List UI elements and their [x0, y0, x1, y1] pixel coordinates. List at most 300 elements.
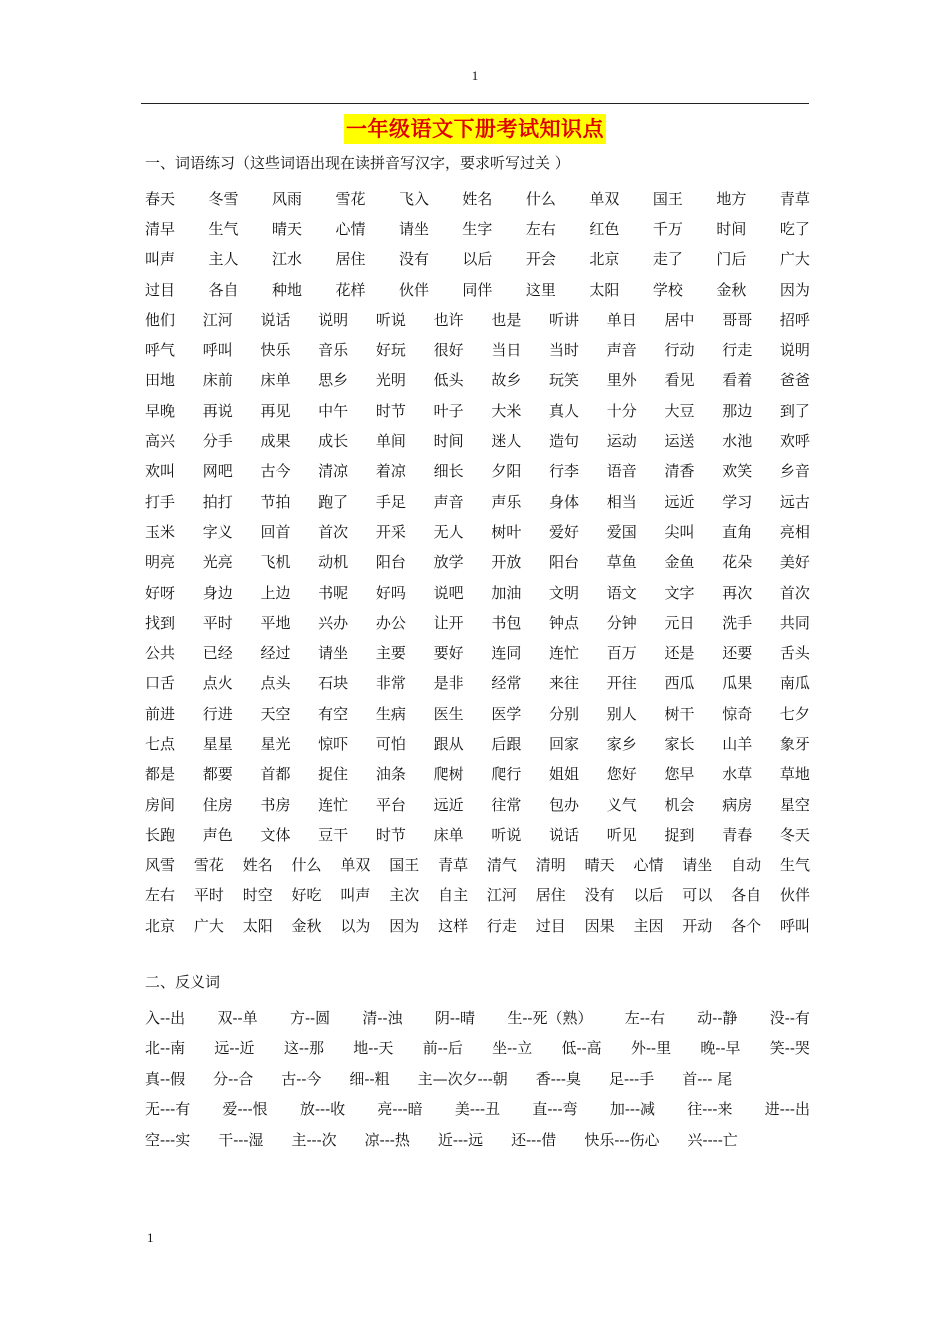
- vocab-word: 家长: [664, 734, 695, 753]
- antonym-pair: 左--右: [624, 1008, 665, 1027]
- vocab-word: 树干: [664, 704, 695, 723]
- vocab-word: 冬天: [779, 825, 810, 844]
- vocab-row: [145, 547, 810, 577]
- vocab-row: [145, 516, 810, 546]
- antonym-pair: 低--高: [561, 1039, 602, 1058]
- vocab-word: 早晚: [145, 401, 176, 420]
- vocab-word: 因为: [389, 916, 420, 935]
- vocab-word: 书包: [491, 613, 522, 632]
- antonym-row: [145, 1124, 810, 1155]
- vocab-word: 都要: [202, 765, 233, 784]
- vocab-word: 思乡: [318, 371, 349, 390]
- vocab-word: 光亮: [202, 553, 233, 572]
- vocab-word: 时间: [433, 432, 464, 451]
- vocab-word: 运动: [606, 432, 637, 451]
- vocab-word: 捉到: [664, 825, 695, 844]
- vocab-word: 飞机: [260, 553, 291, 572]
- vocab-word: 七夕: [779, 704, 810, 723]
- vocab-list: [145, 183, 810, 940]
- vocab-word: 再说: [202, 401, 233, 420]
- vocab-word: 分手: [202, 432, 233, 451]
- section-antonyms-heading: 二、反义词: [145, 973, 221, 991]
- vocab-word: 高兴: [145, 432, 176, 451]
- vocab-word: 亮相: [779, 522, 810, 541]
- vocab-word: 爸爸: [779, 371, 810, 390]
- vocab-word: 广大: [193, 916, 224, 935]
- antonym-row: [145, 1002, 810, 1033]
- vocab-word: 要好: [433, 644, 464, 663]
- vocab-word: 这样: [438, 916, 469, 935]
- vocab-word: 远古: [779, 492, 810, 511]
- vocab-word: 叫声: [340, 886, 371, 905]
- vocab-word: 夕阳: [491, 462, 522, 481]
- vocab-word: 地方: [716, 189, 747, 208]
- vocab-word: 金秋: [716, 280, 747, 299]
- vocab-word: 家乡: [606, 734, 637, 753]
- antonym-row: [145, 1033, 810, 1064]
- vocab-row: [145, 637, 810, 667]
- vocab-word: 造句: [549, 432, 580, 451]
- vocab-word: 房间: [145, 795, 176, 814]
- antonym-pair: 古--今: [281, 1069, 322, 1088]
- vocab-word: 心情: [335, 219, 366, 238]
- vocab-word: 北京: [145, 916, 176, 935]
- antonym-pair: 坐--立: [492, 1039, 533, 1058]
- vocab-word: 晴天: [271, 219, 302, 238]
- vocab-word: 各自: [208, 280, 239, 299]
- antonym-pair: 直---弯: [532, 1100, 578, 1119]
- vocab-word: 前进: [145, 704, 176, 723]
- antonym-pair: 前--后: [422, 1039, 463, 1058]
- vocab-word: 生病: [375, 704, 406, 723]
- header-page-number: 1: [471, 68, 479, 83]
- antonym-pair: 干---湿: [218, 1130, 264, 1149]
- vocab-word: 北京: [589, 250, 620, 269]
- antonym-pair: 动--静: [697, 1008, 738, 1027]
- vocab-word: 首次: [779, 583, 810, 602]
- vocab-word: 哥哥: [722, 310, 753, 329]
- vocab-word: 伙伴: [779, 886, 810, 905]
- vocab-word: 文体: [260, 825, 291, 844]
- vocab-word: 行动: [664, 341, 695, 360]
- vocab-word: 惊奇: [722, 704, 753, 723]
- vocab-word: 生字: [462, 219, 493, 238]
- vocab-word: 看着: [722, 371, 753, 390]
- vocab-word: 真人: [549, 401, 580, 420]
- vocab-word: 回家: [549, 734, 580, 753]
- vocab-word: 因果: [584, 916, 615, 935]
- antonym-pair: 入--出: [145, 1008, 186, 1027]
- vocab-word: 光明: [375, 371, 406, 390]
- vocab-word: 连同: [491, 644, 522, 663]
- vocab-word: 风雪: [145, 856, 176, 875]
- vocab-word: 行李: [549, 462, 580, 481]
- vocab-word: 青草: [438, 856, 469, 875]
- vocab-word: 往常: [491, 795, 522, 814]
- vocab-word: 听讲: [549, 310, 580, 329]
- vocab-word: 再见: [260, 401, 291, 420]
- vocab-word: 都是: [145, 765, 176, 784]
- vocab-word: 美好: [779, 553, 810, 572]
- vocab-word: 到了: [779, 401, 810, 420]
- vocab-word: 成长: [318, 432, 349, 451]
- vocab-row: [145, 759, 810, 789]
- vocab-word: 水草: [722, 765, 753, 784]
- vocab-word: 花朵: [722, 553, 753, 572]
- vocab-word: 时节: [375, 401, 406, 420]
- vocab-word: 包办: [549, 795, 580, 814]
- vocab-word: 江水: [271, 250, 302, 269]
- vocab-word: 生气: [208, 219, 239, 238]
- vocab-word: 说话: [260, 310, 291, 329]
- vocab-word: 春天: [145, 189, 176, 208]
- antonym-pair: 主—次夕---朝: [417, 1069, 508, 1088]
- vocab-word: 千万: [652, 219, 683, 238]
- vocab-word: 太阳: [589, 280, 620, 299]
- vocab-word: 放学: [433, 553, 464, 572]
- vocab-word: 点火: [202, 674, 233, 693]
- antonym-pair: 近---远: [437, 1130, 484, 1149]
- vocab-word: 学习: [722, 492, 753, 511]
- vocab-word: 还要: [722, 644, 753, 663]
- vocab-word: 玩笑: [549, 371, 580, 390]
- vocab-word: 元日: [664, 613, 695, 632]
- vocab-word: 单日: [606, 310, 637, 329]
- vocab-word: 爱好: [549, 522, 580, 541]
- vocab-word: 好吃: [291, 886, 322, 905]
- vocab-word: 着凉: [375, 462, 406, 481]
- vocab-word: 主次: [389, 886, 420, 905]
- vocab-word: 居中: [664, 310, 695, 329]
- vocab-word: 节拍: [260, 492, 291, 511]
- vocab-word: 主要: [375, 644, 406, 663]
- vocab-word: 呼气: [145, 341, 176, 360]
- vocab-word: 树叶: [491, 522, 522, 541]
- vocab-word: 古今: [260, 462, 291, 481]
- vocab-word: 请坐: [318, 644, 349, 663]
- vocab-word: 医学: [491, 704, 522, 723]
- vocab-word: 公共: [145, 644, 176, 663]
- vocab-word: 金秋: [291, 916, 322, 935]
- antonym-pair: 分--合: [213, 1069, 254, 1088]
- vocab-word: 身体: [549, 492, 580, 511]
- vocab-word: 以为: [340, 916, 371, 935]
- vocab-word: 花样: [335, 280, 366, 299]
- vocab-word: 豆干: [318, 825, 349, 844]
- vocab-word: 住房: [202, 795, 233, 814]
- vocab-word: 青春: [722, 825, 753, 844]
- vocab-word: 听见: [606, 825, 637, 844]
- vocab-word: 招呼: [779, 310, 810, 329]
- vocab-word: 生气: [779, 856, 810, 875]
- vocab-word: 主因: [633, 916, 664, 935]
- vocab-word: 门后: [716, 250, 747, 269]
- vocab-word: 床单: [433, 825, 464, 844]
- vocab-word: 快乐: [260, 341, 291, 360]
- antonym-pair: 远--近: [214, 1039, 255, 1058]
- vocab-word: 当时: [549, 341, 580, 360]
- vocab-word: 草鱼: [606, 553, 637, 572]
- vocab-word: 姓名: [242, 856, 273, 875]
- antonym-pair: 阴--晴: [434, 1008, 476, 1027]
- antonym-pair: 爱---恨: [222, 1100, 268, 1119]
- vocab-word: 钟点: [549, 613, 580, 632]
- vocab-word: 明亮: [145, 553, 176, 572]
- vocab-word: 什么: [291, 856, 322, 875]
- vocab-word: 清明: [535, 856, 566, 875]
- vocab-word: 种地: [271, 280, 302, 299]
- vocab-word: 可以: [682, 886, 713, 905]
- vocab-word: 吃了: [779, 219, 810, 238]
- vocab-word: 中午: [318, 401, 349, 420]
- vocab-word: 开采: [375, 522, 406, 541]
- vocab-word: 床单: [260, 371, 291, 390]
- vocab-word: 呼叫: [202, 341, 233, 360]
- vocab-word: 连忙: [549, 644, 580, 663]
- vocab-word: 好呀: [145, 583, 176, 602]
- vocab-word: 书房: [260, 795, 291, 814]
- vocab-word: 雪花: [193, 856, 224, 875]
- vocab-word: 叫声: [145, 250, 176, 269]
- antonym-pair: 进---出: [764, 1100, 810, 1119]
- vocab-word: 时节: [375, 825, 406, 844]
- vocab-word: 没有: [398, 250, 429, 269]
- antonym-pair: 这--那: [283, 1039, 324, 1058]
- vocab-word: 油条: [375, 765, 406, 784]
- antonym-pair: 快乐---伤心: [584, 1130, 660, 1149]
- vocab-word: 水池: [722, 432, 753, 451]
- antonym-pair: 双--单: [217, 1008, 258, 1027]
- vocab-word: 说吧: [433, 583, 464, 602]
- antonym-pair: 晚--早: [700, 1039, 741, 1058]
- vocab-row: [145, 334, 810, 364]
- vocab-word: 分别: [549, 704, 580, 723]
- vocab-word: 字义: [202, 522, 233, 541]
- vocab-word: 晴天: [584, 856, 615, 875]
- antonym-pair: 凉---热: [364, 1130, 410, 1149]
- vocab-word: 声音: [606, 341, 637, 360]
- antonym-row: [145, 1094, 810, 1125]
- vocab-word: 以后: [462, 250, 493, 269]
- vocab-word: 相当: [606, 492, 637, 511]
- section-vocab-heading: 一、词语练习（这些词语出现在读拼音写汉字，要求听写过关 ）: [145, 154, 570, 172]
- vocab-word: 迷人: [491, 432, 522, 451]
- vocab-row: [145, 304, 810, 334]
- vocab-word: 田地: [145, 371, 176, 390]
- vocab-word: 时空: [242, 886, 273, 905]
- antonym-pair: 首--- 尾: [682, 1069, 733, 1088]
- vocab-word: 远近: [433, 795, 464, 814]
- vocab-word: 清凉: [318, 462, 349, 481]
- vocab-word: 后跟: [491, 734, 522, 753]
- vocab-word: 有空: [318, 704, 349, 723]
- vocab-word: 平台: [375, 795, 406, 814]
- vocab-word: 您早: [664, 765, 695, 784]
- vocab-word: 玉米: [145, 522, 176, 541]
- vocab-word: 音乐: [318, 341, 349, 360]
- vocab-word: 大豆: [664, 401, 695, 420]
- vocab-word: 平地: [260, 613, 291, 632]
- vocab-word: 欢笑: [722, 462, 753, 481]
- vocab-word: 书呢: [318, 583, 349, 602]
- vocab-word: 听说: [491, 825, 522, 844]
- vocab-word: 上边: [260, 583, 291, 602]
- vocab-word: 爬树: [433, 765, 464, 784]
- vocab-word: 心情: [633, 856, 664, 875]
- vocab-word: 单双: [340, 856, 371, 875]
- vocab-word: 广大: [779, 250, 810, 269]
- vocab-word: 开会: [525, 250, 556, 269]
- vocab-word: 看见: [664, 371, 695, 390]
- vocab-word: 行走: [486, 916, 517, 935]
- antonym-pair: 没--有: [769, 1008, 810, 1027]
- vocab-word: 象牙: [779, 734, 810, 753]
- vocab-word: 同伴: [462, 280, 493, 299]
- vocab-word: 自动: [731, 856, 762, 875]
- vocab-word: 经过: [260, 644, 291, 663]
- antonym-pair: 香---臭: [535, 1069, 581, 1088]
- vocab-word: 石块: [318, 674, 349, 693]
- vocab-word: 江河: [486, 886, 517, 905]
- vocab-word: 国王: [389, 856, 420, 875]
- vocab-word: 叶子: [433, 401, 464, 420]
- vocab-word: 打手: [145, 492, 176, 511]
- vocab-word: 太阳: [242, 916, 273, 935]
- vocab-word: 机会: [664, 795, 695, 814]
- vocab-word: 爱国: [606, 522, 637, 541]
- vocab-word: 身边: [202, 583, 233, 602]
- vocab-word: 草地: [779, 765, 810, 784]
- vocab-word: 这里: [525, 280, 556, 299]
- vocab-word: 成果: [260, 432, 291, 451]
- vocab-word: 西瓜: [664, 674, 695, 693]
- vocab-word: 居住: [535, 886, 566, 905]
- vocab-word: 动机: [318, 553, 349, 572]
- vocab-word: 也是: [491, 310, 522, 329]
- vocab-word: 床前: [202, 371, 233, 390]
- vocab-word: 口舌: [145, 674, 176, 693]
- vocab-word: 雪花: [335, 189, 366, 208]
- vocab-word: 说明: [779, 341, 810, 360]
- antonym-pair: 清--浊: [362, 1008, 403, 1027]
- vocab-word: 时间: [716, 219, 747, 238]
- vocab-word: 很好: [433, 341, 464, 360]
- vocab-word: 请坐: [682, 856, 713, 875]
- vocab-word: 行进: [202, 704, 233, 723]
- vocab-word: 山羊: [722, 734, 753, 753]
- vocab-row: [145, 213, 810, 243]
- antonym-pair: 足---手: [609, 1069, 655, 1088]
- vocab-word: 舌头: [779, 644, 810, 663]
- vocab-word: 百万: [606, 644, 637, 663]
- antonym-pair: 地--天: [353, 1039, 394, 1058]
- antonym-pair: 生--死（熟）: [507, 1008, 593, 1027]
- vocab-word: 姓名: [462, 189, 493, 208]
- vocab-row: [145, 365, 810, 395]
- antonym-pair: 亮---暗: [377, 1100, 423, 1119]
- antonym-pair: 放---收: [299, 1100, 346, 1119]
- vocab-word: 找到: [145, 613, 176, 632]
- vocab-word: 金鱼: [664, 553, 695, 572]
- vocab-word: 红色: [589, 219, 620, 238]
- document-title: 一年级语文下册考试知识点: [344, 114, 606, 144]
- vocab-word: 单间: [375, 432, 406, 451]
- antonym-pair: 加---减: [609, 1100, 656, 1119]
- vocab-word: 首都: [260, 765, 291, 784]
- vocab-word: 跟从: [433, 734, 464, 753]
- vocab-word: 分钟: [606, 613, 637, 632]
- antonym-pair: 还---借: [511, 1130, 557, 1149]
- vocab-word: 南瓜: [779, 674, 810, 693]
- vocab-row: [145, 789, 810, 819]
- vocab-word: 国王: [652, 189, 683, 208]
- vocab-word: 声音: [433, 492, 464, 511]
- vocab-word: 开往: [606, 674, 637, 693]
- vocab-word: 让开: [433, 613, 464, 632]
- vocab-row: [145, 274, 810, 304]
- antonym-pair: 主---次: [291, 1130, 337, 1149]
- vocab-word: 非常: [375, 674, 406, 693]
- vocab-word: 已经: [202, 644, 233, 663]
- vocab-word: 文明: [549, 583, 580, 602]
- vocab-word: 低头: [433, 371, 464, 390]
- vocab-word: 手足: [375, 492, 406, 511]
- antonym-row: [145, 1063, 810, 1094]
- vocab-row: [145, 395, 810, 425]
- vocab-word: 共同: [779, 613, 810, 632]
- vocab-word: 爬行: [491, 765, 522, 784]
- vocab-word: 跑了: [318, 492, 349, 511]
- vocab-word: 尖叫: [664, 522, 695, 541]
- vocab-word: 加油: [491, 583, 522, 602]
- vocab-word: 清气: [486, 856, 517, 875]
- vocab-word: 过目: [145, 280, 176, 299]
- vocab-word: 远近: [664, 492, 695, 511]
- vocab-word: 星光: [260, 734, 291, 753]
- vocab-word: 风雨: [271, 189, 302, 208]
- vocab-word: 单双: [589, 189, 620, 208]
- vocab-word: 过目: [535, 916, 566, 935]
- vocab-word: 首次: [318, 522, 349, 541]
- vocab-word: 语音: [606, 462, 637, 481]
- vocab-word: 说话: [549, 825, 580, 844]
- vocab-word: 开放: [491, 553, 522, 572]
- vocab-row: [145, 607, 810, 637]
- vocab-word: 没有: [584, 886, 615, 905]
- vocab-word: 星星: [202, 734, 233, 753]
- vocab-word: 左右: [145, 886, 176, 905]
- antonym-pair: 细--粗: [349, 1069, 390, 1088]
- vocab-word: 点头: [260, 674, 291, 693]
- footer-page-number: 1: [147, 1230, 154, 1245]
- vocab-word: 乡音: [779, 462, 810, 481]
- vocab-word: 直角: [722, 522, 753, 541]
- vocab-word: 请坐: [398, 219, 429, 238]
- vocab-word: 左右: [525, 219, 556, 238]
- vocab-word: 经常: [491, 674, 522, 693]
- vocab-word: 来往: [549, 674, 580, 693]
- antonym-pair: 空---实: [145, 1130, 191, 1149]
- antonym-pair: 真--假: [145, 1069, 186, 1088]
- antonym-pair: 往---来: [687, 1100, 733, 1119]
- vocab-word: 说明: [318, 310, 349, 329]
- antonym-pair: 方--圆: [289, 1008, 331, 1027]
- vocab-word: 兴办: [318, 613, 349, 632]
- header-rule: [141, 103, 809, 104]
- vocab-word: 还是: [664, 644, 695, 663]
- vocab-word: 拍打: [202, 492, 233, 511]
- vocab-row: [145, 728, 810, 758]
